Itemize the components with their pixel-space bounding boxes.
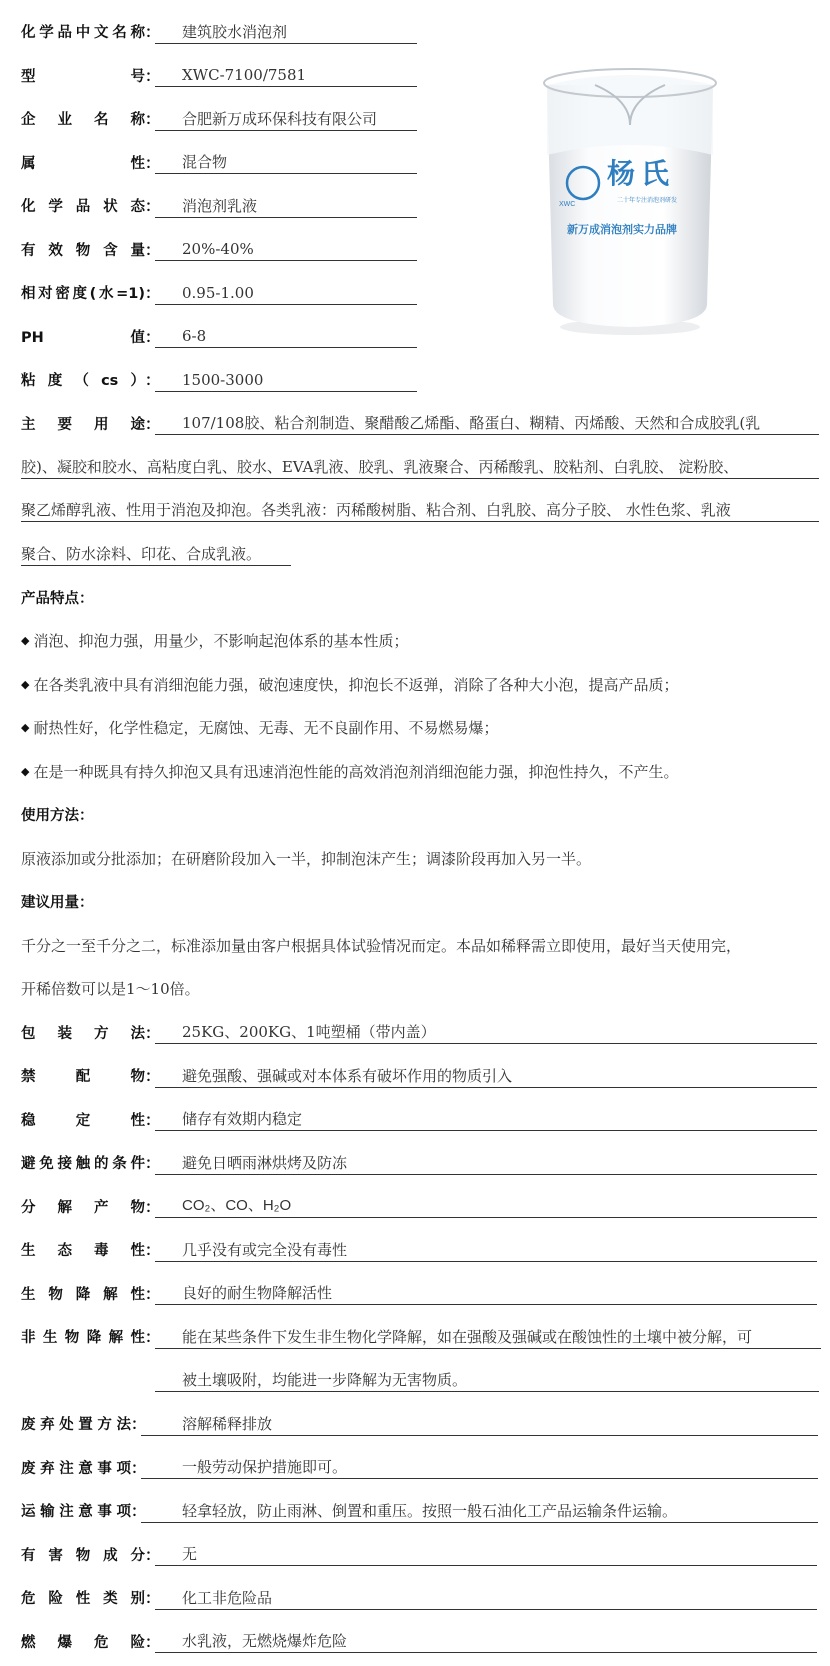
feature-item	[21, 750, 821, 794]
usage-line: 107/108胶、粘合剂制造、聚醋酸乙烯酯、酪蛋白、糊精、丙烯酸、天然和合成胶乳(乳	[155, 411, 819, 435]
feature-text: 在是一种既具有持久抑泡又具有迅速消泡性能的高效消泡剂消细泡能力强，抑泡性持久，不产生。	[33, 762, 679, 781]
colon: ：	[145, 327, 161, 346]
feature-item	[21, 706, 821, 750]
field-explosion-hazard	[21, 1620, 821, 1664]
diamond-bullet-icon: ◆	[21, 634, 30, 648]
colon: ：	[145, 1110, 161, 1129]
colon: ：	[145, 371, 161, 390]
field-transport-notes	[21, 1489, 821, 1533]
field-label: 燃爆危险	[21, 1634, 145, 1651]
colon: ：	[131, 1415, 147, 1434]
field-value: 合肥新万成环保科技有限公司	[155, 107, 417, 131]
field-value: 避免日晒雨淋烘烤及防冻	[155, 1151, 817, 1175]
colon: ：	[145, 66, 161, 85]
colon: ：	[145, 23, 161, 42]
colon: ：	[145, 414, 161, 433]
field-value: 能在某些条件下发生非生物化学降解，如在强酸及强碱或在酸蚀性的土壤中被分解，可	[155, 1325, 821, 1349]
colon: ：	[145, 110, 161, 129]
colon: ：	[145, 1241, 161, 1260]
colon: ：	[145, 1197, 161, 1216]
field-label: 分解产物	[21, 1199, 145, 1216]
usage-row-4	[21, 532, 821, 576]
product-beaker-image	[535, 55, 725, 340]
field-label: 危险性类别	[21, 1591, 145, 1608]
field-value: 避免强酸、强碱或对本体系有破坏作用的物质引入	[155, 1064, 817, 1088]
dosage-text: 千分之一至千分之二，标准添加量由客户根据具体试验情况而定。本品如稀释需立即使用，最好当天使用完，	[21, 936, 742, 955]
field-value-continued: 被土壤吸附，均能进一步降解为无害物质。	[155, 1368, 819, 1392]
dosage-row	[21, 924, 821, 968]
usage-row-3	[21, 489, 821, 533]
method-text: 原液添加或分批添加；在研磨阶段加入一半，抑制泡沫产生；调漆阶段再加入另一半。	[21, 849, 592, 868]
features-heading-row	[21, 576, 821, 620]
field-value: 溶解稀释排放	[141, 1412, 818, 1436]
brand-name: 杨氏	[607, 157, 676, 190]
field-decomposition	[21, 1185, 821, 1229]
colon: ：	[145, 197, 161, 216]
field-value: XWC-7100/7581	[155, 63, 417, 87]
field-value: 化工非危险品	[155, 1586, 817, 1610]
colon: ：	[145, 153, 161, 172]
field-label: 化学品中文名称	[21, 25, 145, 42]
field-value: 消泡剂乳液	[155, 194, 417, 218]
colon: ：	[131, 1502, 147, 1521]
field-label: 企业名称	[21, 112, 145, 129]
field-label: 有效物含量	[21, 242, 145, 259]
field-label: 相对密度(水=1)	[21, 286, 145, 303]
field-label: 废弃注意事项	[21, 1460, 131, 1477]
diamond-bullet-icon: ◆	[21, 764, 30, 778]
field-chemical-name	[21, 10, 821, 54]
usage-line: 聚乙烯醇乳液、性用于消泡及抑泡。各类乳液：丙稀酸树脂、粘合剂、白乳胶、高分子胶、 水性色浆、乳液	[21, 498, 819, 522]
usage-line: 聚合、防水涂料、印花、合成乳液。	[21, 542, 291, 566]
field-label: 废弃处置方法	[21, 1417, 131, 1434]
usage-row	[21, 402, 821, 446]
field-label: 属性	[21, 155, 145, 172]
field-label: PH值	[21, 329, 145, 346]
field-disposal	[21, 1402, 821, 1446]
field-label: 运输注意事项	[21, 1504, 131, 1521]
feature-item	[21, 663, 821, 707]
method-row	[21, 837, 821, 881]
feature-text: 消泡、抑泡力强，用量少，不影响起泡体系的基本性质；	[33, 632, 409, 651]
brand-slogan: 新万成消泡剂实力品牌	[567, 223, 677, 236]
colon: ：	[145, 284, 161, 303]
field-hazardous-components	[21, 1533, 821, 1577]
field-label: 稳定性	[21, 1112, 145, 1129]
dosage-heading-row	[21, 880, 821, 924]
field-value: 1500-3000	[155, 368, 417, 392]
field-value: 储存有效期内稳定	[155, 1107, 817, 1131]
field-value: CO₂、CO、H₂O	[155, 1194, 817, 1218]
field-label: 禁配物	[21, 1069, 145, 1086]
colon: ：	[145, 1154, 161, 1173]
field-value: 0.95-1.00	[155, 281, 417, 305]
field-value: 几乎没有或完全没有毒性	[155, 1238, 817, 1262]
field-label: 非生物降解性	[21, 1330, 145, 1347]
field-stability	[21, 1098, 821, 1142]
field-abiotic-degradation	[21, 1315, 821, 1359]
field-abiotic-degradation-continued	[21, 1359, 821, 1403]
usage-line: 胶)、凝胶和胶水、高粘度白乳、胶水、EVA乳液、胶乳、乳液聚合、丙稀酸乳、胶粘剂、白乳胶、 淀粉胶、	[21, 455, 819, 479]
field-value: 轻拿轻放，防止雨淋、倒置和重压。按照一般石油化工产品运输条件运输。	[141, 1499, 818, 1523]
field-label: 生物降解性	[21, 1286, 145, 1303]
field-biodegradability	[21, 1272, 821, 1316]
field-value: 20%-40%	[155, 237, 417, 261]
colon: ：	[145, 1589, 161, 1608]
colon: ：	[131, 1458, 147, 1477]
dosage-heading: 建议用量：	[21, 895, 94, 912]
logo-letters: XWC	[559, 201, 576, 208]
colon: ：	[145, 1632, 161, 1651]
field-avoid-conditions	[21, 1141, 821, 1185]
field-label: 生态毒性	[21, 1243, 145, 1260]
brand-tagline: 二十年专注消泡剂研发	[617, 197, 678, 204]
field-label: 化学品状态	[21, 199, 145, 216]
diamond-bullet-icon: ◆	[21, 721, 30, 735]
method-heading: 使用方法：	[21, 808, 94, 825]
colon: ：	[145, 1023, 161, 1042]
feature-text: 耐热性好，化学性稳定，无腐蚀、无毒、无不良副作用、不易燃易爆；	[33, 719, 499, 738]
colon: ：	[145, 240, 161, 259]
field-hazard-class	[21, 1576, 821, 1620]
field-value: 建筑胶水消泡剂	[155, 20, 417, 44]
method-heading-row	[21, 793, 821, 837]
field-incompatible	[21, 1054, 821, 1098]
feature-text: 在各类乳液中具有消细泡能力强，破泡速度快，抑泡长不返弹，消除了各种大小泡，提高产品质；	[33, 675, 679, 694]
field-ecotoxicity	[21, 1228, 821, 1272]
colon: ：	[145, 1328, 161, 1347]
field-label: 有害物成分	[21, 1547, 145, 1564]
dosage-row	[21, 967, 821, 1011]
field-disposal-notes	[21, 1446, 821, 1490]
features-heading: 产品特点：	[21, 590, 94, 607]
field-value: 无	[155, 1542, 817, 1566]
field-label: 粘度（cs）	[21, 373, 145, 390]
colon: ：	[145, 1545, 161, 1564]
field-value: 25KG、200KG、1吨塑桶（带内盖）	[155, 1020, 817, 1044]
usage-row-2	[21, 445, 821, 489]
field-label: 型号	[21, 68, 145, 85]
field-label: 避免接触的条件	[21, 1156, 145, 1173]
field-value: 良好的耐生物降解活性	[155, 1281, 817, 1305]
field-packaging	[21, 1011, 821, 1055]
colon: ：	[145, 1284, 161, 1303]
diamond-bullet-icon: ◆	[21, 677, 30, 691]
dosage-text: 开稀倍数可以是1～10倍。	[21, 980, 200, 999]
field-label: 包装方法	[21, 1025, 145, 1042]
field-value: 混合物	[155, 150, 417, 174]
feature-item	[21, 619, 821, 663]
usage-label: 主要用途	[21, 416, 145, 433]
field-viscosity	[21, 358, 821, 402]
field-value: 6-8	[155, 324, 417, 348]
field-value: 一般劳动保护措施即可。	[141, 1455, 818, 1479]
colon: ：	[145, 1067, 161, 1086]
field-value: 水乳液，无燃烧爆炸危险	[155, 1629, 817, 1653]
